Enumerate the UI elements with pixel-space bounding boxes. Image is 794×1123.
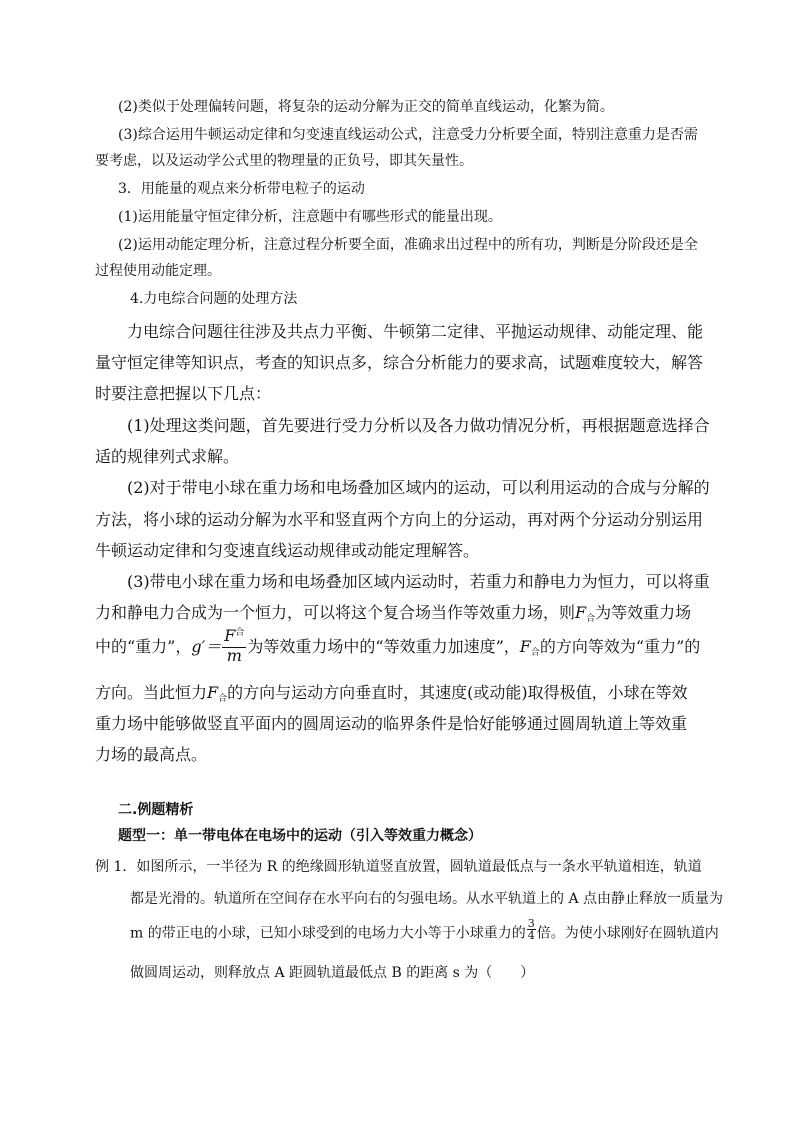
text-line: (1)处理这类问题，首先要进行受力分析以及各力做功情况分析，再根据题意选择合 xyxy=(127,416,710,435)
text-line: (1)运用能量守恒定律分析，注意题中有哪些形式的能量出现。 xyxy=(118,209,502,225)
fraction-three-quarters: $\frac{3}{4}$ xyxy=(527,917,535,942)
section-heading: 二.例题精析 xyxy=(118,802,194,818)
text-line: (2)运用动能定理分析，注意过程分析要全面，准确求出过程中的所有功，判断是分阶段还是全 xyxy=(118,237,698,253)
example-text-with-fraction: m 的带正电的小球，已知小球受到的电场力大小等于小球重力的 $\frac{3}{4}$ 倍。为使小球刚好在圆轨道内 xyxy=(130,917,719,942)
text-line: (3)综合运用牛顿运动定律和匀变速直线运动公式，注意受力分析要全面，特别注意重力是否需 xyxy=(118,127,698,143)
text-line: 方法，将小球的运动分解为水平和竖直两个方向上的分运动，再对两个分运动分别运用 xyxy=(95,510,704,529)
text-line: 方向。当此恒力F合的方向与运动方向垂直时，其速度(或动能)取得极值，小球在等效 xyxy=(95,683,688,704)
text-line: 过程使用动能定理。 xyxy=(95,263,221,279)
fraction-formula: $\frac{F^合}{m}$ xyxy=(224,626,245,665)
text-line: 量守恒定律等知识点，考查的知识点多，综合分析能力的要求高，试题难度较大，解答 xyxy=(95,353,704,372)
text-line: 重力场中能够做竖直平面内的圆周运动的临界条件是恰好能够通过圆周轨道上等效重 xyxy=(95,714,688,733)
text-line: (2)类似于处理偏转问题，将复杂的运动分解为正交的简单直线运动，化繁为简。 xyxy=(118,99,614,115)
section-heading: 4.力电综合问题的处理方法 xyxy=(130,291,298,307)
text-line-with-formula: 中的“重力”，g′＝ $\frac{F^合}{m}$ 为等效重力场中的“等效重力加速度”，F合的方向等效为“重力”的 xyxy=(95,626,701,665)
text-line: 适的规律列式求解。 xyxy=(95,447,240,466)
text-line: 力和静电力合成为一个恒力，可以将这个复合场当作等效重力场，则F合为等效重力场 xyxy=(95,603,692,624)
text-line: (3)带电小球在重力场和电场叠加区域内运动时，若重力和静电力为恒力，可以将重 xyxy=(127,572,710,591)
example-text: 例 1．如图所示，一半径为 R 的绝缘圆形轨道竖直放置，圆轨道最低点与一条水平轨道相连，轨道 xyxy=(95,859,702,875)
text-line: (2)对于带电小球在重力场和电场叠加区域内的运动，可以利用运动的合成与分解的 xyxy=(127,478,710,497)
subsection-heading: 题型一：单一带电体在电场中的运动（引入等效重力概念） xyxy=(118,828,482,844)
example-text: 都是光滑的。轨道所在空间存在水平向右的匀强电场。从水平轨道上的 A 点由静止释放一质量为 xyxy=(130,891,724,907)
text-line: 3．用能量的观点来分析带电粒子的运动 xyxy=(118,181,365,197)
text-line: 力场的最高点。 xyxy=(95,745,208,764)
text-line: 力电综合问题往往涉及共点力平衡、牛顿第二定律、平抛运动规律、动能定理、能 xyxy=(127,322,704,341)
text-line: 牛顿运动定律和匀变速直线运动规律或动能定理解答。 xyxy=(95,541,480,560)
example-text: 做圆周运动，则释放点 A 距圆轨道最低点 B 的距离 s 为（ ） xyxy=(130,965,535,981)
text-line: 要考虑，以及运动学公式里的物理量的正负号，即其矢量性。 xyxy=(95,153,473,169)
text-line: 时要注意把握以下几点： xyxy=(95,384,272,403)
